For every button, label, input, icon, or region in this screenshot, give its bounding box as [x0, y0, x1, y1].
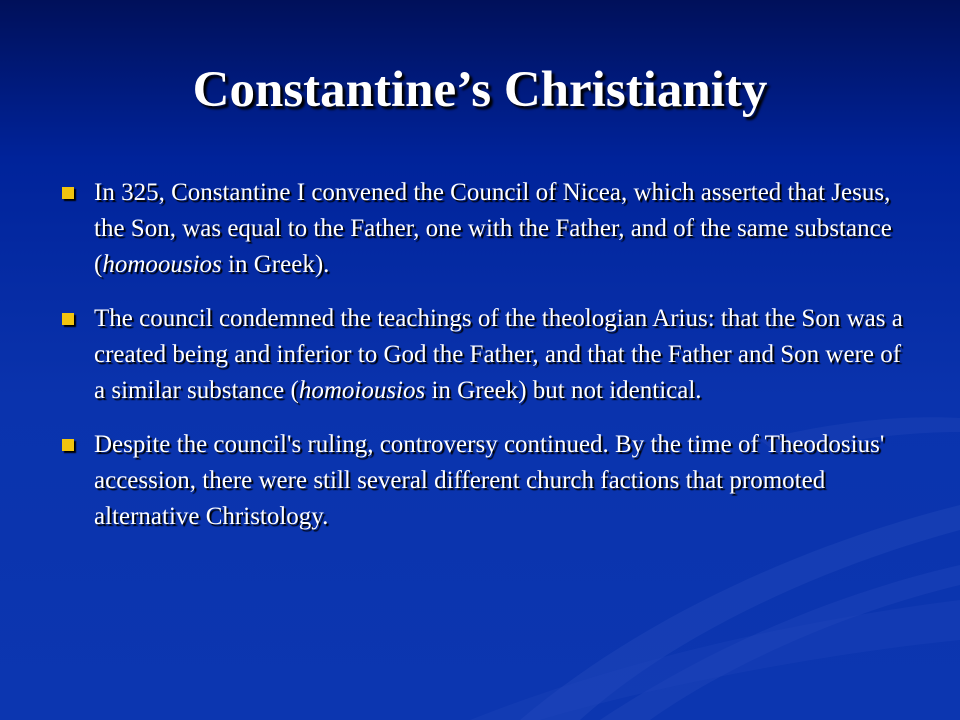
bullet-list — [60, 175, 910, 553]
bullet-text-part: The council condemned the teachings of the theologian Arius: that the Son was a created being and inferior to God the Father, and that the Father and Son were of a similar substance ( — [94, 305, 903, 404]
bullet-text — [94, 305, 903, 404]
square-bullet-icon — [62, 439, 74, 451]
slide-title: Constantine’s Christianity — [192, 62, 768, 118]
square-bullet-icon — [62, 313, 74, 325]
bullet-text-part: In 325, Constantine I convened the Council of Nicea, which asserted that Jesus, the Son, was equal to the Father, one with the Father, and of the same substance ( — [94, 179, 892, 278]
greek-term: homoousios — [102, 251, 222, 278]
square-bullet-icon — [62, 187, 74, 199]
bullet-text-part: Despite the council's ruling, controversy continued. By the time of Theodosius' accession, there were still several different church factions that promoted alternative Christology. — [94, 431, 885, 530]
greek-term: homoiousios — [298, 377, 426, 404]
bullet-text — [94, 179, 892, 278]
bullet-item-arius — [60, 301, 910, 409]
bullet-item-controversy — [60, 427, 910, 535]
bullet-item-council-of-nicea — [60, 175, 910, 283]
bullet-text — [94, 431, 884, 530]
bullet-text-part: in Greek) but not identical. — [425, 377, 702, 404]
bullet-text-part: in Greek). — [221, 251, 330, 278]
